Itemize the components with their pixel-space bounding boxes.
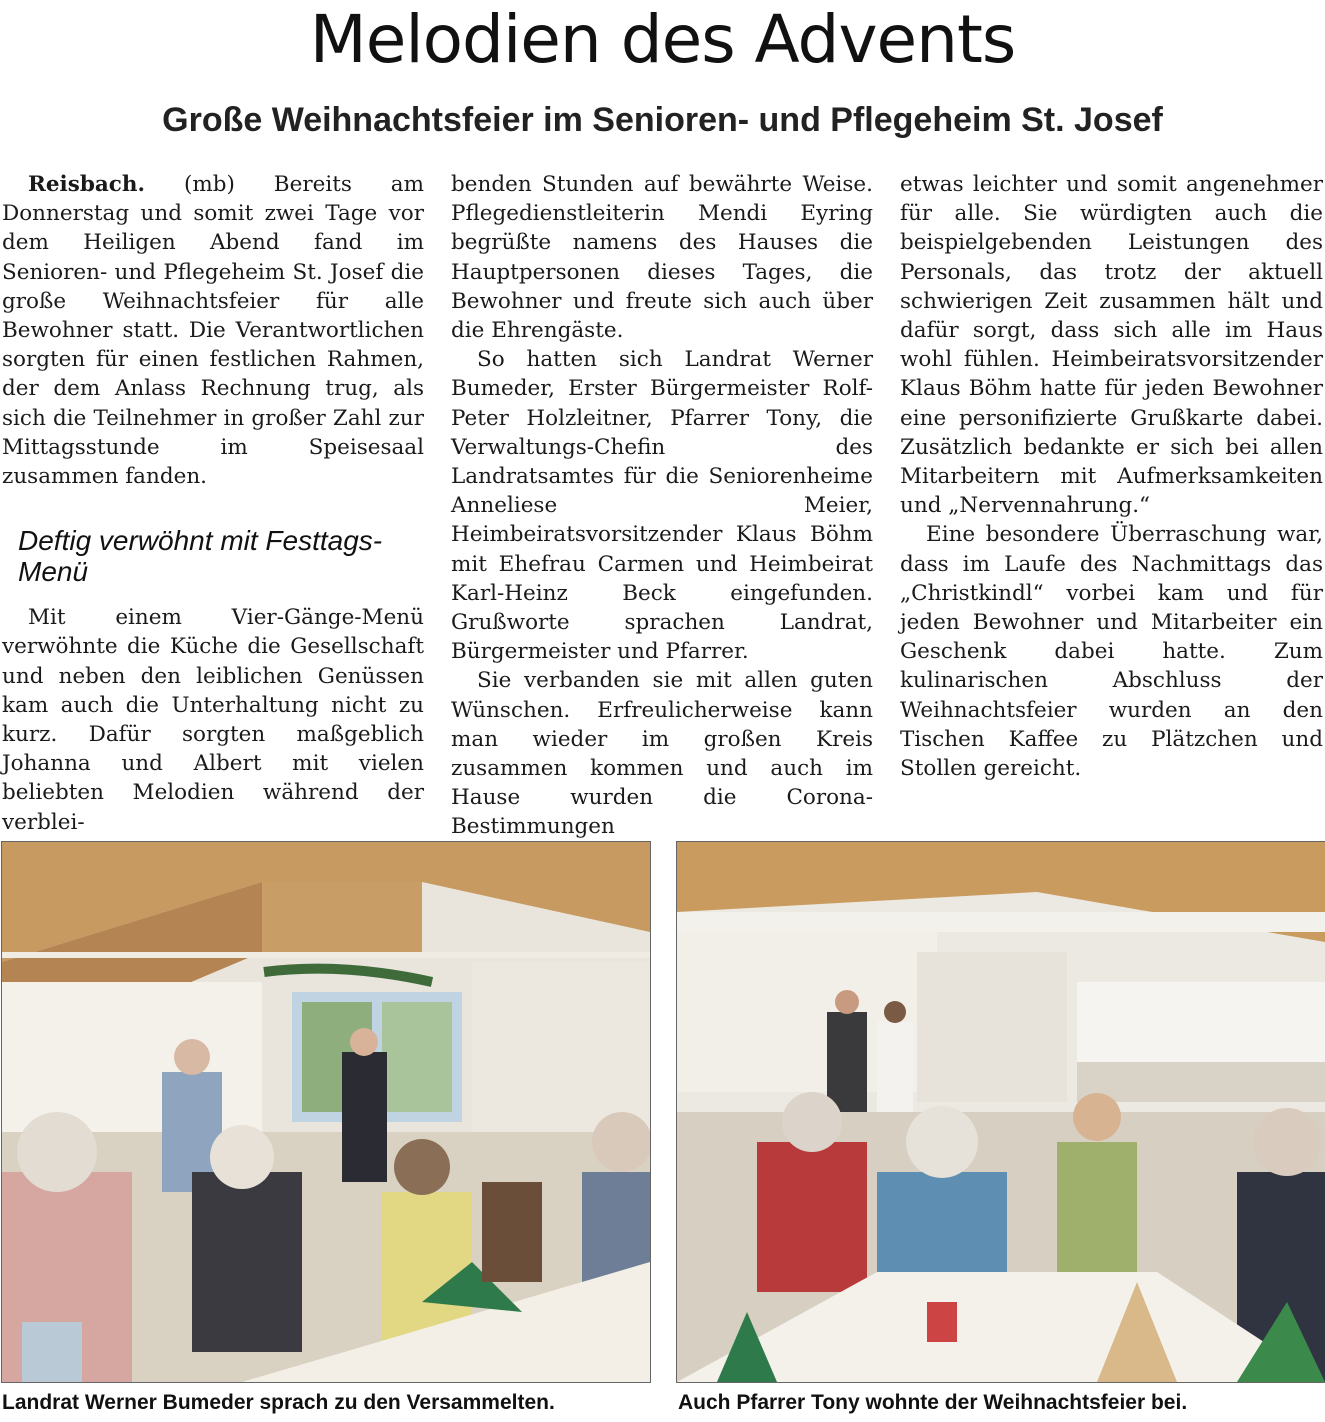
paragraph: Sie verbanden sie mit allen guten Wünschen. Erfreulicherweise kann man wieder im großen Kreis zusammen kommen und auch im Hause wurden die Corona-Bestimmungen	[451, 668, 873, 840]
article-column-3	[900, 170, 1323, 783]
paragraph: So hatten sich Landrat Werner Bumeder, Erster Bürgermeister Rolf-Peter Holzleitner, Pfarrer Tony, die Verwaltungs-Chefin des Landratsamtes für die Seniorenheime Anneliese Meier, Heimbeiratsvorsitzender Klaus Böhm mit Ehefrau Carmen und Heimbeirat Karl-Heinz Beck eingefunden. Grußworte sprachen Landrat, Bürgermeister und Pfarrer.	[451, 347, 873, 665]
headline: Melodien des Advents	[309, 1, 1016, 78]
photo-dining-hall-speaker	[1, 841, 651, 1383]
subheadline: Große Weihnachtsfeier im Senioren- und Pflegeheim St. Josef	[162, 101, 1163, 139]
photo-caption: Auch Pfarrer Tony wohnte der Weihnachtsfeier bei.	[678, 1391, 1188, 1414]
paragraph: etwas leichter und somit angenehmer für alle. Sie würdigten auch die beispielgebenden Leistungen des Personals, das trotz der aktuell schwierigen Zeit zusammen hält und dafür sorgt, dass sich alle im Haus wohl fühlen. Heimbeiratsvorsitzender Klaus Böhm hatte für jeden Bewohner eine personifizierte Grußkarte dabei. Zusätzlich bedankte er sich bei allen Mitarbeitern mit Aufmerksamkeiten und „Nervennahrung.“	[900, 172, 1323, 519]
article-column-1	[2, 170, 424, 837]
paragraph-text: (mb) Bereits am Donnerstag und somit zwei Tage vor dem Heiligen Abend fand im Senioren- und Pflegeheim St. Josef die große Weihnachtsfeier für alle Bewohner statt. Die Verantwortlichen sorgten für einen festlichen Rahmen, der dem Anlass Rechnung trug, als sich die Teilnehmer in großer Zahl zur Mittagsstunde im Speisesaal zusammen fanden.	[2, 172, 424, 490]
section-subheading: Deftig verwöhnt mit Festtags-Menü	[18, 525, 383, 588]
article-column-2	[451, 170, 873, 842]
paragraph: Eine besondere Überraschung war, dass im Laufe des Nachmittags das „Christkindl“ vorbei kam und für jeden Bewohner und Mitarbeiter ein Geschenk dabei hatte. Zum kulinarischen Abschluss der Weihnachtsfeier wurden an den Tischen Kaffee zu Plätzchen und Stollen gereicht.	[900, 522, 1323, 782]
paragraph: benden Stunden auf bewährte Weise. Pflegedienstleiterin Mendi Eyring begrüßte namens des Hauses die Hauptpersonen dieses Tages, die Bewohner und freute sich auch über die Ehrengäste.	[451, 172, 873, 344]
photo-dining-hall-pastor	[676, 841, 1325, 1383]
dateline: Reisbach.	[28, 172, 145, 197]
paragraph: Mit einem Vier-Gänge-Menü verwöhnte die Küche die Gesellschaft und neben den leiblichen Genüssen kam auch die Unterhaltung nicht zu kurz. Dafür sorgten maßgeblich Johanna und Albert mit vielen beliebten Melodien während der verblei-	[2, 605, 424, 835]
paragraph	[2, 170, 424, 491]
photo-caption: Landrat Werner Bumeder sprach zu den Versammelten.	[2, 1391, 555, 1414]
